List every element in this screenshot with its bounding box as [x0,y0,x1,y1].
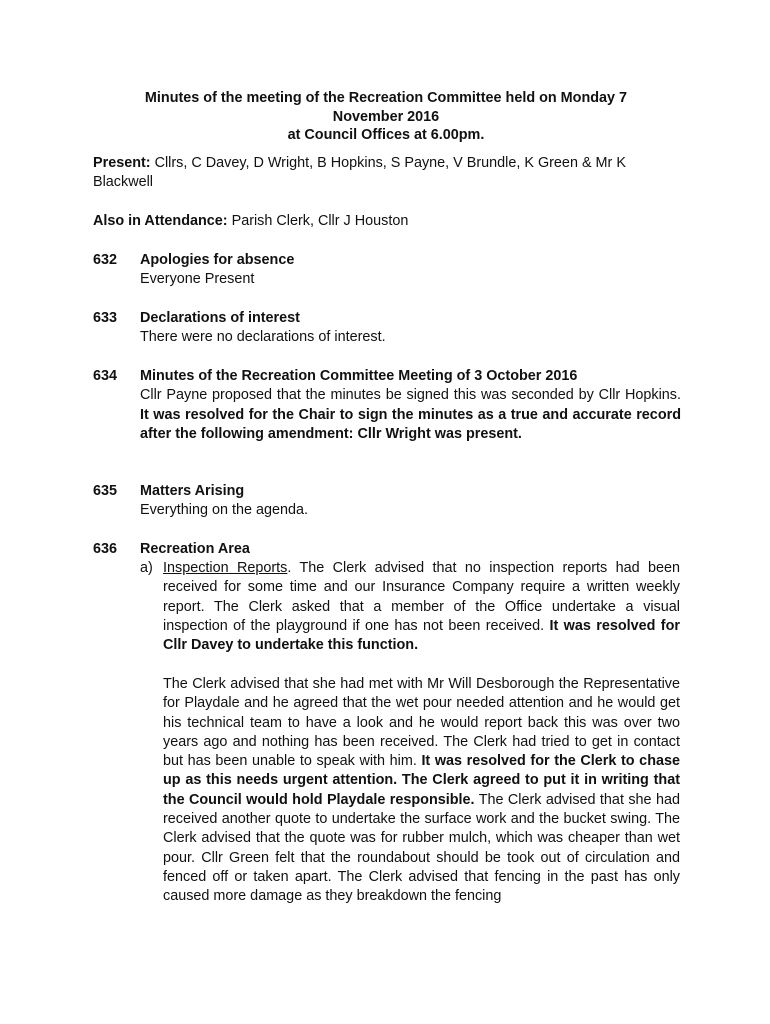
title-line-2: November 2016 [332,108,440,125]
attendance-label: Also in Attendance: [93,213,228,229]
item-text: Cllr Payne proposed that the minutes be signed this was seconded by Cllr Hopkins. [140,387,681,404]
inspection-reports-heading: Inspection Reports [163,560,288,576]
playdale-text-block [163,675,680,907]
playdale-text-1: The Clerk advised that she had met with Mr Will Desborough the Representative for Playdale and he agreed that the wet pour needed attention and he would get his technical team to have a look and he would report back this was over two years ago and nothing has been received. The Clerk had tried to get in contact but has been unable to speak with him. [163,676,680,770]
attendance-text: Parish Clerk, Cllr J Houston [227,213,409,229]
sub-item-resolution: It was resolved for Cllr Davey to undertake this function. [163,617,680,654]
sub-item-label: a) [140,560,153,576]
item-heading: Declarations of interest [140,310,300,326]
sub-item-paragraph [163,559,680,655]
item-text: Everything on the agenda. [140,502,309,519]
item-heading: Recreation Area [140,541,250,557]
present-paragraph [93,154,679,193]
title-line-3: at Council Offices at 6.00pm. [287,127,485,143]
item-number: 633 [93,310,118,326]
item-number: 636 [93,541,118,557]
item-heading: Matters Arising [140,483,245,499]
item-resolution: It was resolved for the Chair to sign the minutes as a true and accurate record after the following amendment: Cllr Wright was present. [140,406,681,442]
playdale-resolution: It was resolved for the Clerk to chase up as this needs urgent attention. The Clerk agreed to put it in writing that the Council would hold Playdale responsible. [163,753,680,808]
document-title [93,89,679,145]
item-text: There were no declarations of interest. [140,329,386,346]
item-heading: Apologies for absence [140,252,295,268]
item-text: Everyone Present [140,271,255,288]
sub-item-text: . The Clerk advised that no inspection reports had been received for some time and our Insurance Company require a written weekly report. The Clerk asked that a member of the Office undertake a visual inspection of the playground if one has not been received. [163,560,680,634]
playdale-text-2: The Clerk advised that she had received another quote to undertake the surface work and the bucket swing. The Clerk advised that the quote was for rubber mulch, which was cheaper than wet pour. Cllr Green felt that the roundabout should be took out of circulation and fenced off or taken apart. The Clerk advised that fencing in the past has only caused more damage as they breakdown the fencing [163,791,680,905]
title-line-1: Minutes of the meeting of the Recreation Committee held on Monday 7 [144,90,628,106]
item-paragraph [140,386,681,444]
item-number: 635 [93,483,118,499]
attendance-paragraph [93,212,679,231]
item-number: 634 [93,368,118,384]
item-heading: Minutes of the Recreation Committee Meeting of 3 October 2016 [140,368,578,384]
present-label: Present: [93,155,151,171]
item-number: 632 [93,252,118,268]
present-text: Cllrs, C Davey, D Wright, B Hopkins, S Payne, V Brundle, K Green & Mr K Blackwell [93,155,626,191]
